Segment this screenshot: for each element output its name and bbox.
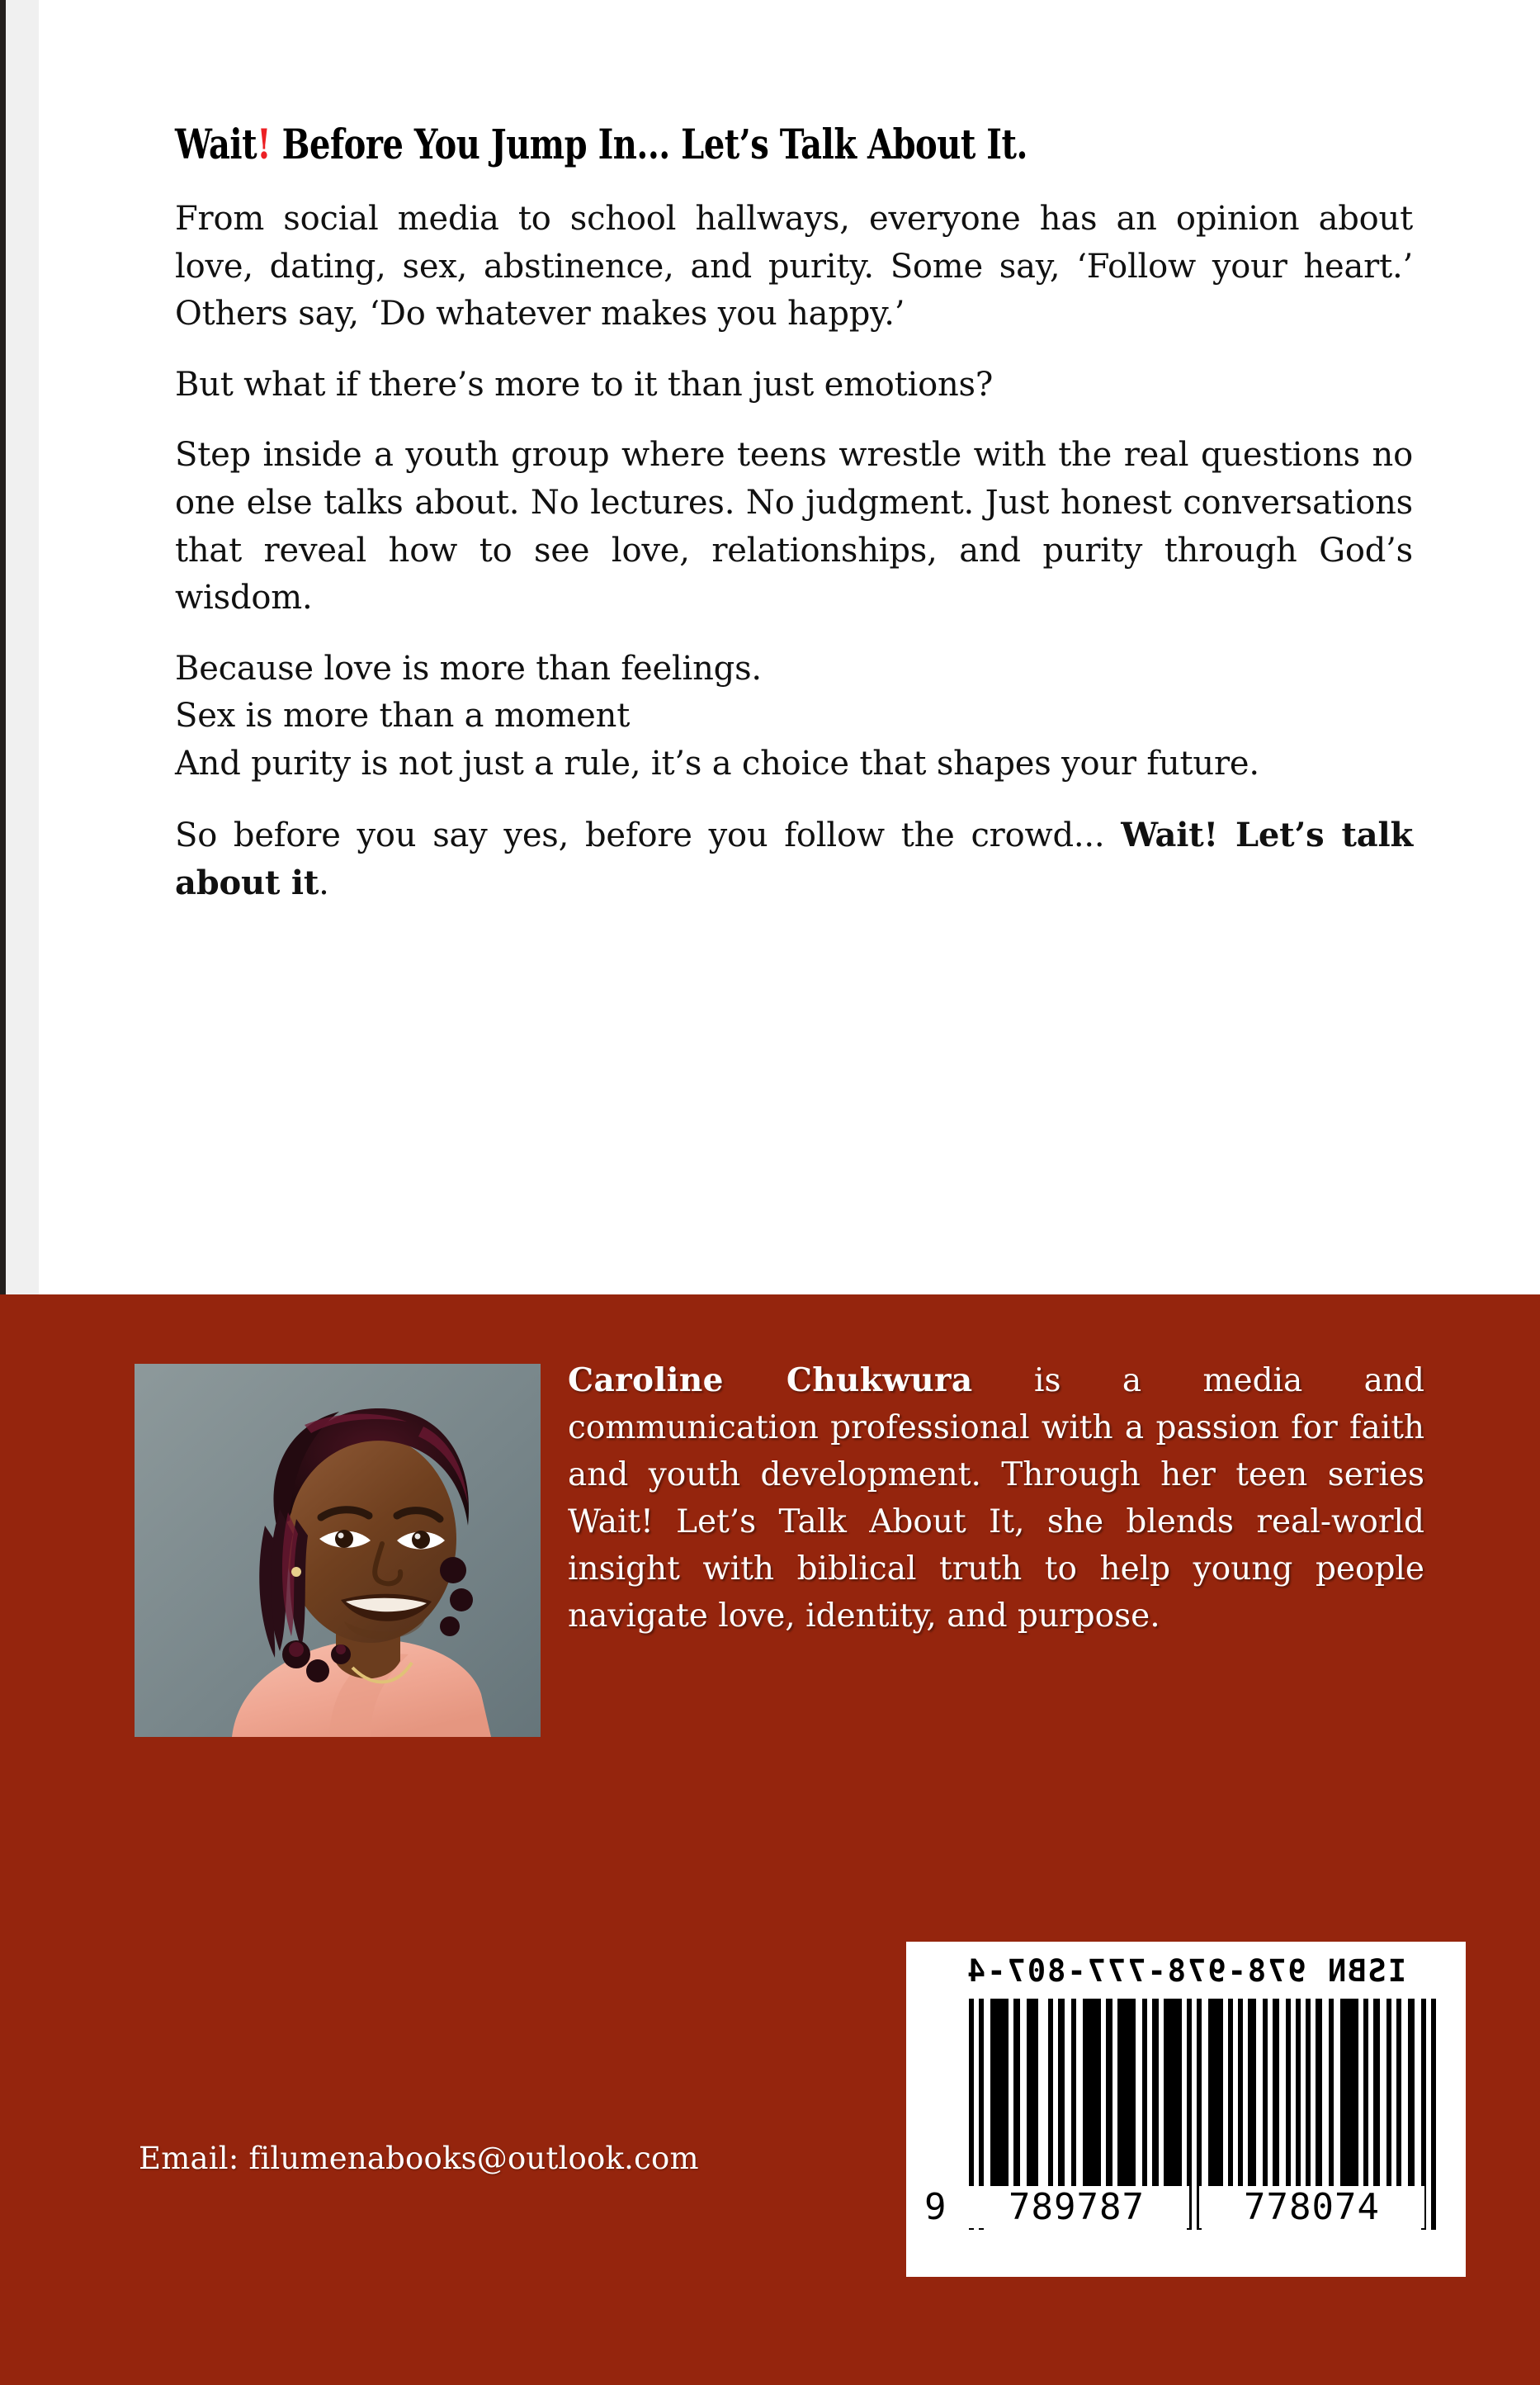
- author-photo: [135, 1364, 541, 1737]
- closing-lead-text: So before you say yes, before you follow the crowd...: [175, 816, 1122, 854]
- headline-exclamation: !: [257, 120, 272, 168]
- blurb-content: [175, 122, 1413, 931]
- blurb-line-1: Because love is more than feelings.: [175, 649, 762, 688]
- barcode-lead-digit: 9: [924, 2186, 947, 2228]
- isbn-label: ISBN 978-978-777-807-4: [965, 1953, 1407, 1989]
- blurb-paragraph-3: Step inside a youth group where teens wrestle with the real questions no one else talks about. No lectures. No judgment. Just honest conversations that reveal how to see love, relationships, and purity through God’s wisdom.: [175, 436, 1413, 618]
- author-panel: [0, 1294, 1540, 2385]
- author-name: Caroline Chukwura: [568, 1361, 973, 1399]
- blurb-panel: [39, 0, 1540, 1294]
- blurb-paragraph-2: But what if there’s more to it than just emotions?: [175, 365, 994, 404]
- blurb-closing: [175, 812, 1413, 908]
- isbn-barcode-block: [906, 1942, 1466, 2277]
- author-bio: [568, 1357, 1424, 1640]
- barcode-digit-row: [919, 2186, 1453, 2228]
- barcode-right-group: 778074: [1199, 2186, 1424, 2228]
- barcode-bars: [919, 1999, 1453, 2230]
- barcode-left-group: 789787: [964, 2186, 1189, 2228]
- contact-email[interactable]: Email: filumenabooks@outlook.com: [139, 2141, 699, 2176]
- closing-bold-text: Wait! Let’s talk about it: [175, 815, 1413, 903]
- headline-part-two: Before You Jump In... Let’s Talk About It.: [271, 120, 1027, 168]
- blurb-line-2: Sex is more than a moment: [175, 697, 631, 736]
- closing-period: .: [319, 864, 329, 903]
- author-bio-text: is a media and communication professional with a passion for faith and youth development. Through her teen series Wait! Let’s Talk About It, she blends real-world insight with biblical truth to help young people navigate love, identity, and purpose.: [568, 1362, 1424, 1635]
- spine-gutter: [6, 0, 39, 1294]
- blurb-headline: [175, 122, 1165, 166]
- headline-part-one: Wait: [175, 120, 257, 168]
- blurb-line-3: And purity is not just a rule, it’s a choice that shapes your future.: [175, 744, 1259, 783]
- blurb-paragraph-1: From social media to school hallways, everyone has an opinion about love, dating, sex, abstinence, and purity. Some say, ‘Follow your heart.’ Others say, ‘Do whatever makes you happy.’: [175, 200, 1413, 334]
